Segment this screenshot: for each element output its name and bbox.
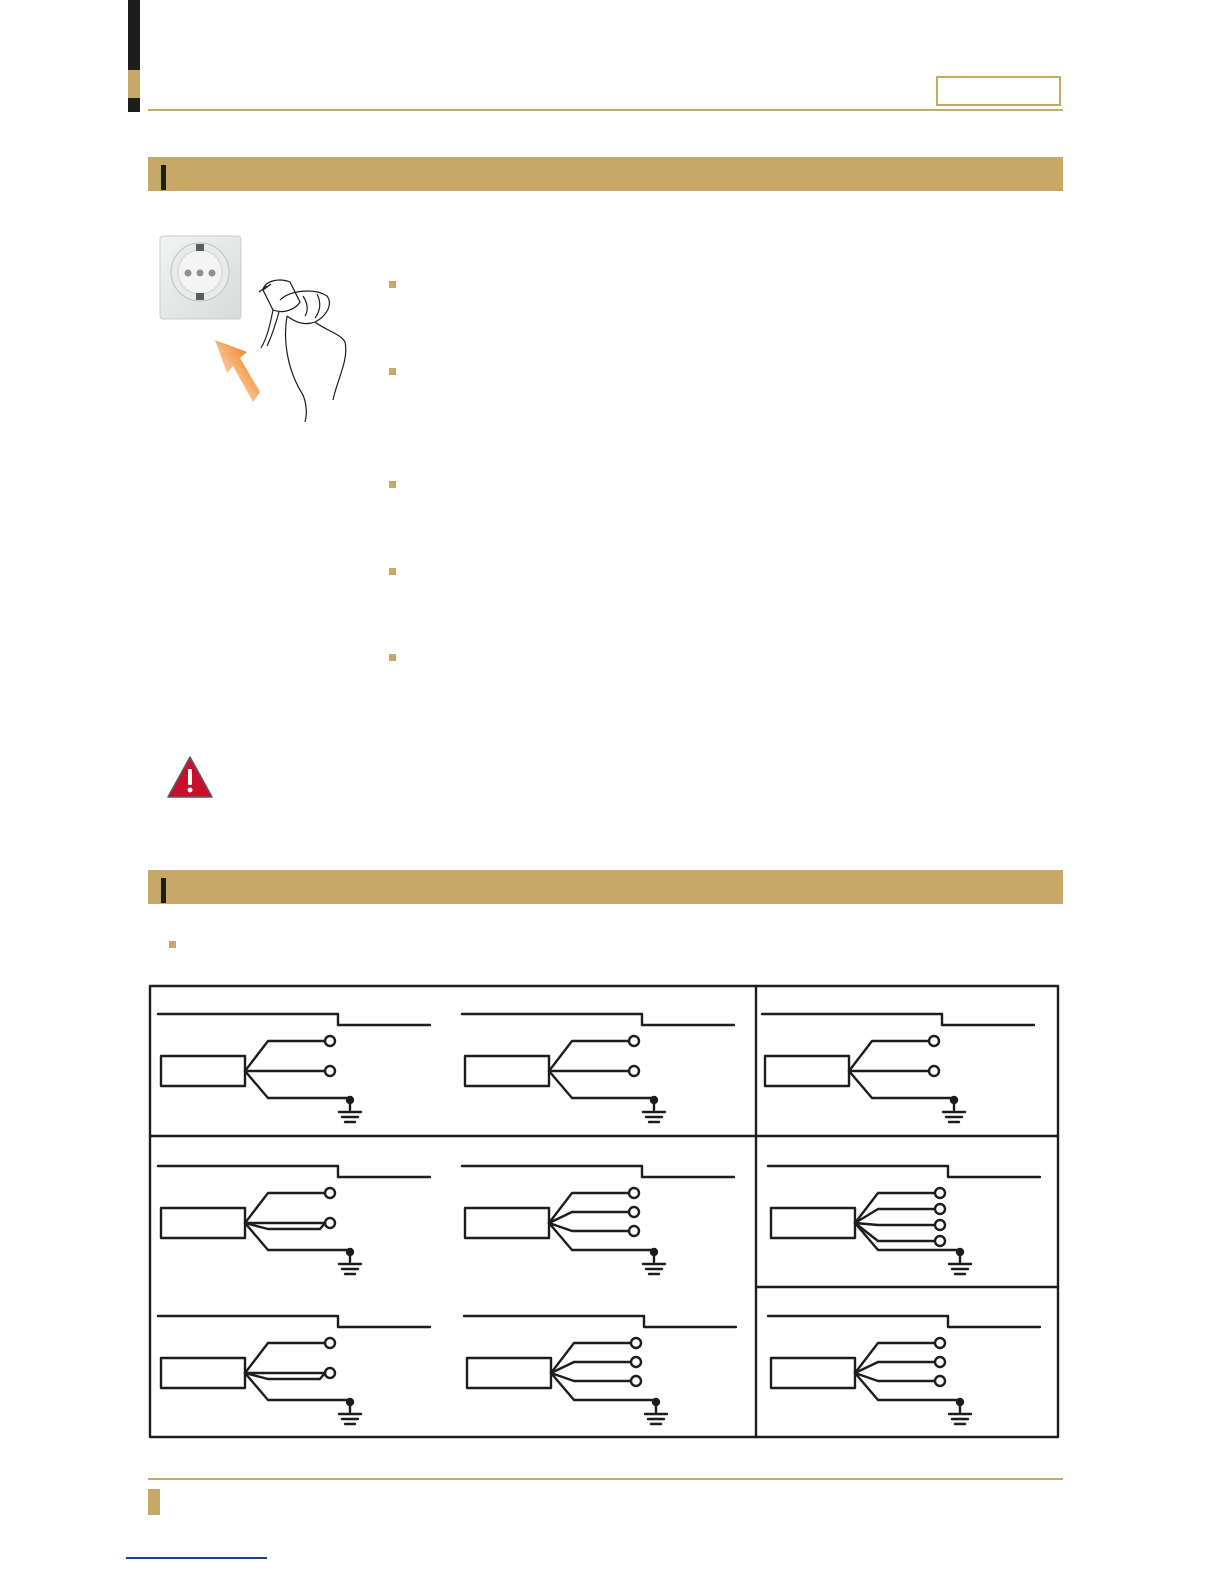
terminal-circle: [325, 1218, 335, 1228]
connector-box: [465, 1056, 549, 1086]
connector-box: [765, 1056, 849, 1086]
terminal-circle: [631, 1338, 641, 1348]
signal-line: [762, 1014, 1034, 1025]
terminal-circle: [935, 1188, 945, 1198]
terminal-circle: [631, 1357, 641, 1367]
header-tab-gold: [128, 70, 140, 98]
terminal-circle: [929, 1036, 939, 1046]
section-bar-wiring: [148, 870, 1063, 904]
plug-into-socket-illustration: [155, 230, 355, 425]
bullet-icon: [169, 941, 176, 948]
wire: [245, 1193, 325, 1223]
terminal-circle: [325, 1368, 335, 1378]
terminal-circle: [935, 1236, 945, 1246]
signal-line: [462, 1166, 734, 1177]
terminal-circle: [629, 1066, 639, 1076]
wire: [849, 1041, 929, 1071]
signal-line: [158, 1166, 430, 1177]
terminal-circle: [629, 1188, 639, 1198]
section-marker: [161, 878, 166, 903]
connector-box: [161, 1208, 245, 1238]
ground-dot: [347, 1097, 353, 1103]
terminal-circle: [935, 1376, 945, 1386]
terminal-circle: [325, 1188, 335, 1198]
wiring-diagrams-grid: [148, 984, 1062, 1442]
terminal-circle: [935, 1357, 945, 1367]
ground-dot: [651, 1249, 657, 1255]
bullet-icon: [389, 568, 396, 575]
ground-dot: [347, 1249, 353, 1255]
bullet-icon: [389, 481, 396, 488]
terminal-circle: [325, 1066, 335, 1076]
terminal-circle: [325, 1338, 335, 1348]
page-label-box: [936, 76, 1061, 106]
terminal-circle: [629, 1226, 639, 1236]
connector-box: [467, 1358, 551, 1388]
connector-box: [771, 1208, 855, 1238]
signal-line: [158, 1014, 430, 1025]
header-tab-black: [128, 0, 140, 70]
wire: [245, 1343, 325, 1373]
warning-triangle-icon: [166, 755, 214, 799]
signal-line: [462, 1014, 734, 1025]
footer-rule: [148, 1478, 1063, 1480]
wire: [855, 1223, 935, 1225]
terminal-circle: [935, 1338, 945, 1348]
footer-tab: [148, 1489, 160, 1515]
ground-dot: [951, 1097, 957, 1103]
footer-link-underline[interactable]: [126, 1557, 267, 1559]
wire: [245, 1041, 325, 1071]
bullet-icon: [389, 281, 396, 288]
terminal-circle: [631, 1376, 641, 1386]
ground-dot: [957, 1249, 963, 1255]
ground-wire: [245, 1071, 350, 1110]
connector-box: [771, 1358, 855, 1388]
terminal-circle: [929, 1066, 939, 1076]
wire: [549, 1212, 629, 1223]
terminal-circle: [935, 1204, 945, 1214]
bullet-icon: [389, 654, 396, 661]
ground-dot: [653, 1399, 659, 1405]
signal-line: [768, 1316, 1040, 1327]
ground-wire: [549, 1071, 654, 1110]
ground-dot: [347, 1399, 353, 1405]
header-rule: [148, 109, 1063, 111]
bullet-icon: [389, 368, 396, 375]
section-bar-power: [148, 157, 1063, 191]
section-marker: [161, 165, 166, 190]
connector-box: [161, 1358, 245, 1388]
wire: [855, 1209, 935, 1223]
wire: [549, 1041, 629, 1071]
terminal-circle: [935, 1220, 945, 1230]
signal-line: [158, 1316, 430, 1327]
connector-box: [465, 1208, 549, 1238]
wire: [551, 1373, 631, 1381]
ground-dot: [957, 1399, 963, 1405]
connector-box: [161, 1056, 245, 1086]
wire: [855, 1362, 935, 1373]
wire: [855, 1373, 935, 1381]
wire: [549, 1223, 629, 1231]
wire: [551, 1362, 631, 1373]
signal-line: [768, 1166, 1040, 1177]
terminal-circle: [629, 1207, 639, 1217]
signal-line: [464, 1316, 736, 1327]
terminal-circle: [629, 1036, 639, 1046]
header-tab-black-lower: [128, 98, 140, 112]
terminal-circle: [325, 1036, 335, 1046]
ground-dot: [651, 1097, 657, 1103]
ground-wire: [849, 1071, 954, 1110]
